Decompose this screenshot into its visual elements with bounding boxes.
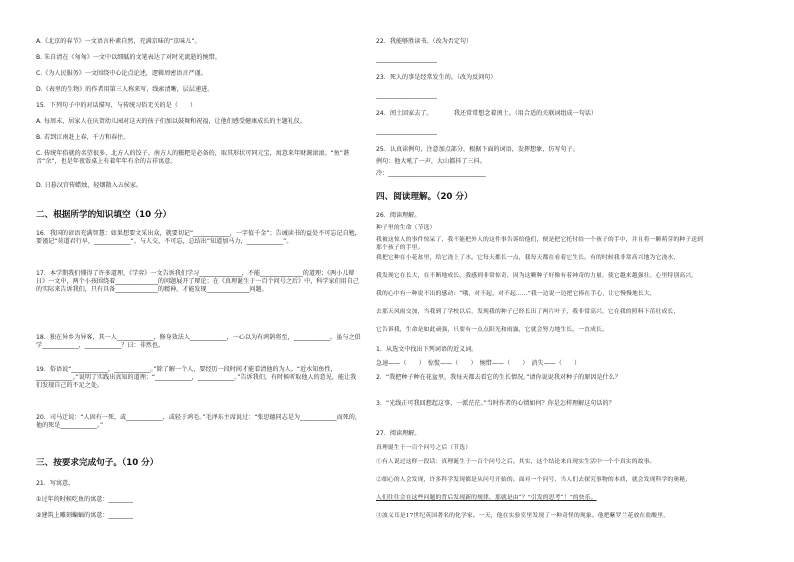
question-21: 21．写寓意。 xyxy=(36,480,75,487)
option-a-line: A.《北京的春节》一文语言朴素自然，充满京味的“京味儿”。 xyxy=(36,38,201,45)
question-15-option-c: C. 传统年俗就的名望很多，北方人的饺子、南方人的糍粑是必备的，取其形状可同元宝，寓意来年财源滚滚。“鱼”谐音“余”，也是年夜饭桌上有着年年有余的吉祥寓意。 xyxy=(36,150,350,165)
question-19: 19．俗语说“____________，____________。”除了解一个人，要经历一段时间才能看清他的为人。“近水知鱼性，____________。”说明了实践出真知的道理；“____________，____________。”告诉我们，有时候听取他人的意见，能让我们发现自己的不足之处。 xyxy=(36,366,357,389)
question-26: 26．阅读理解。 xyxy=(376,212,421,219)
question-15-option-d: D. 日暮汉宫传蜡烛，轻烟散入五侯家。 xyxy=(36,182,143,189)
option-d-line: D.《表里的生物》的作者用第三人称来写，线索清晰，层层递进。 xyxy=(36,86,214,93)
question-15-option-a: A. 每周末，居家人在庆贺幼儿园对这天的孩子们加以鼓舞和祝福，让他们感受健康成长的主题礼仪。 xyxy=(36,118,306,125)
question-15: 15．下列句子中的对话描写，与传统习俗无关的是（ ） xyxy=(36,102,197,109)
reading-1-para-4: 我的心中有一种说不出的感动：“哦，对不起，对不起……”我一边说一边把它捧在手心，让它慢慢地长大， xyxy=(376,291,656,297)
reading-1-title: 种子里的生命（节选） xyxy=(376,225,436,231)
reading-2-para-2-cont: 人们往往会在这些问题的背后发现新的规律，那就是由“？”引发的思考“！”的快乐。 xyxy=(376,495,597,501)
section-4-heading: 四、阅读理解。（20 分） xyxy=(376,192,473,202)
section-2-heading: 二、根据所学的知识填空（10 分） xyxy=(36,210,172,220)
option-b-line: B. 朱自清在《匆匆》一文中以细腻的文笔表达了对时光流逝的惋惜。 xyxy=(36,54,221,61)
reading-2-para-2: ②细心的人会发现，许多科学发现都是从问号开始的。面对一个问号，当人们去探究事物的本质，就会发现科学的奥秘， xyxy=(376,477,692,483)
answer-line-25: 冷：________________________________ xyxy=(376,170,486,177)
question-26-2: 2．“我把种子种在花盆里，我每天都去看它的生长情况。”请你说说我对种子的原因是什么？ xyxy=(376,374,621,381)
section-3-heading: 三、按要求完成句子。（10 分） xyxy=(36,458,159,468)
question-15-option-b: B. 若到江南赶上春，千万和春住。 xyxy=(36,134,130,141)
option-c-line: C.《为人民服务》一文围绕中心论点论述，逻辑周密语言严谨。 xyxy=(36,70,207,77)
question-17: 17．本学期我们懂得了许多道理，《学弈》一文告诉我们学习______________，不能______________的道理；《两小儿辩日》一文中，两个小孩围绕着______________的问题展开了辩论；在《真理诞生于一百个问号之后》中，科学家们用自己的实际来告诉我们，只有具备______________的精神，才能发现______________问题。 xyxy=(36,270,359,293)
question-21-item-1: ①过年的时候吃鱼的寓意：________ xyxy=(36,496,133,503)
question-24: 24．闰土回家去了。 我还常常想念着闰土。（用合适的关联词组成一句话） xyxy=(376,110,598,117)
answer-line-22: ____________________ xyxy=(376,56,437,63)
question-22: 22．我能够胜读书。（改为否定句） xyxy=(376,38,473,45)
question-26-1: 1．从选文中找出下列词语的近义词。 xyxy=(376,346,478,353)
question-16: 16．我国的谚语充满智慧：如果想要文采出众，就要切记“____________，一字值千金”；告诫读书的益处不可忘记自勉，要谨记“莫道君行早，____________”。与人交，不可忘，总结出“知道加马力，____________”。 xyxy=(36,230,361,245)
question-23: 23．死人的事是经常发生的。（改为反问句） xyxy=(376,74,497,81)
reading-2-para-1: ①有人说过这样一段话：真理诞生于一百个问号之后。其实，这个结论来自现实生活中一个个真实的故事。 xyxy=(376,459,656,465)
reading-1-para-2: 我把它种在小花盆里，给它浇上了水。它每天都长一点，我每天都在看着它生长。有的时候我非常高兴地为它浇水， xyxy=(376,255,680,261)
reading-1-para-6: 它告诉我，生命是如此顽强，只要有一点点阳光和雨露，它就会努力地生长。一直成长。 xyxy=(376,327,608,333)
answer-line-23: ____________________ xyxy=(376,92,437,99)
reading-1-para-1: 我被这惊人的事件惊呆了，我不能把外人的这件事告诉给他们，便是把它托付给一个孩子的手中，并且将一颗萌芽的种子送到那个孩子的手里。 xyxy=(376,237,704,251)
reading-1-para-3: 我发现它在长大，在不断地成长。我感到非常惊奇，因为这颗种子好像有着神奇的力量，使它越来越强壮。心里特别高兴， xyxy=(376,273,698,279)
question-26-1-blanks: 急速——（ ） 惊慌——（ ） 惋惜——（ ） 消失——（ ） xyxy=(376,360,581,367)
reading-2-para-3: ③波义耳是17世纪英国著名的化学家。一天，他在实验室里发现了一种奇怪的现象。他把紫罗兰花放在盐酸里， xyxy=(376,513,670,519)
question-25: 25．认真读例句，注意加点部分，根据下面的词语，发挥想象，仿写句子。 xyxy=(376,146,579,153)
reading-2-title: 真理诞生于一百个问号之后（节选） xyxy=(376,445,472,451)
question-27: 27．阅读理解。 xyxy=(376,430,421,437)
example-sentence: 例句：他大吼了一声，大山都抖了三抖。 xyxy=(376,158,486,165)
reading-1-para-5: 去那天风雨交加，当我到了学校以后，发现我的种子已经长出了两片叶子，我非常高兴，它在我的照料下茁壮成长， xyxy=(376,309,680,315)
answer-line-24: ____________________ xyxy=(376,128,437,135)
question-18: 18．独在异乡为异客，其一人____________，修身效法人____________，一心以为有鸿鹄将至，____________。虽与之俱学____________，____________？曰：非然也。 xyxy=(36,334,361,349)
question-20: 20．司马迁说：“人固有一死，或____________，或轻于鸿毛。”毛泽东主席说过：“张思德同志是为____________而死的，他的死是____________。” xyxy=(36,414,361,429)
question-21-item-2: ②建筑上雕刻蝙蝠的寓意：________ xyxy=(36,512,133,519)
question-26-3: 3．“光线正可我回想起这事，一派茫茫。”当时作者的心情如何？你是怎样理解这句话的？ xyxy=(376,400,615,407)
